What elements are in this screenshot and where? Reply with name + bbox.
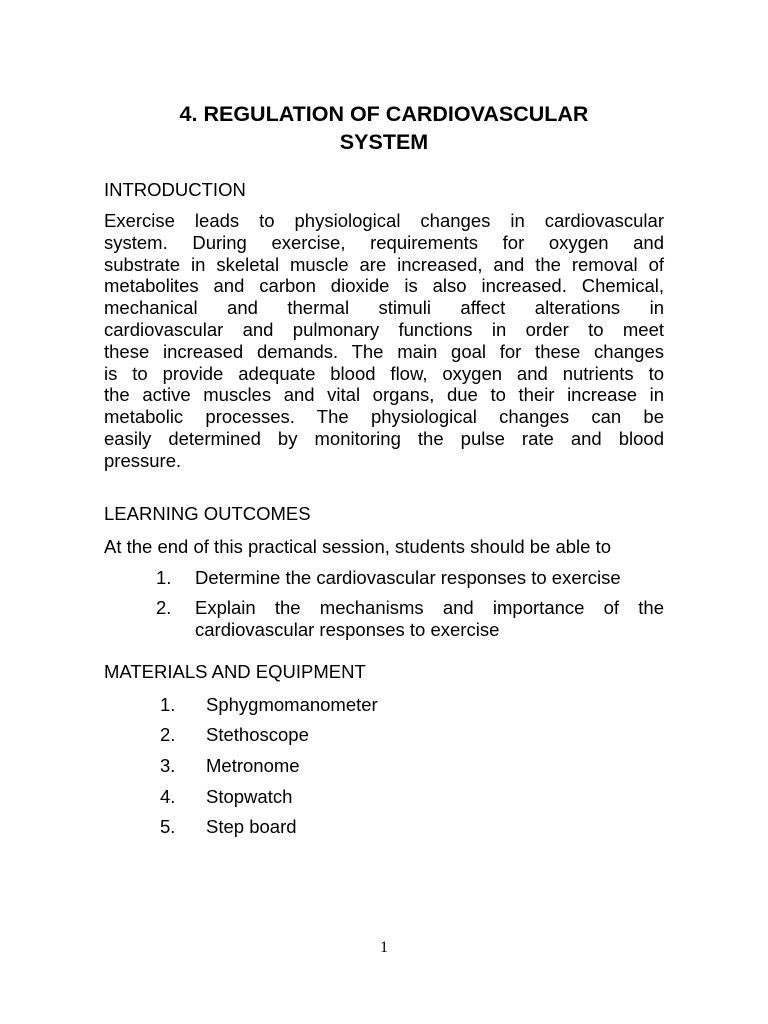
- paragraph-line: pressure.: [104, 449, 182, 471]
- list-number: 2.: [156, 597, 172, 618]
- paragraph-line: metabolic processes. The physiological changes can be: [104, 406, 664, 428]
- paragraph-line: system. During exercise, requirements for oxygen and: [104, 231, 664, 253]
- list-text: [195, 567, 664, 589]
- title-line-2: SYSTEM: [339, 130, 429, 154]
- paragraph-line: easily determined by monitoring the pulse rate and blood: [104, 427, 664, 449]
- list-number: 1.: [156, 567, 172, 588]
- page-number: 1: [380, 939, 388, 956]
- paragraph-line: the active muscles and vital organs, due to their increase in: [104, 384, 664, 406]
- materials-heading: MATERIALS AND EQUIPMENT: [104, 661, 366, 682]
- list-text: Stopwatch: [206, 786, 293, 807]
- paragraph-line: mechanical and thermal stimuli affect alterations in: [104, 297, 664, 319]
- list-text: Metronome: [206, 755, 300, 776]
- list-number: 2.: [160, 724, 176, 745]
- title-line-1: 4. REGULATION OF CARDIOVASCULAR: [179, 102, 589, 126]
- list-text: Step board: [206, 816, 297, 837]
- list-text: Sphygmomanometer: [206, 694, 378, 715]
- paragraph-line: substrate in skeletal muscle are increased, and the removal of: [104, 253, 664, 275]
- introduction-heading: INTRODUCTION: [104, 179, 246, 200]
- page-title: [104, 100, 664, 156]
- paragraph-line: is to provide adequate blood flow, oxygen and nutrients to: [104, 362, 664, 384]
- learning-outcomes-intro: At the end of this practical session, students should be able to: [104, 536, 612, 557]
- learning-outcomes-heading: LEARNING OUTCOMES: [104, 503, 311, 524]
- introduction-paragraph: [104, 210, 664, 472]
- list-text-line: cardiovascular responses to exercise: [195, 619, 500, 640]
- list-text-line: Determine the cardiovascular responses to exercise: [195, 567, 621, 588]
- list-text-line: Explain the mechanisms and importance of the: [195, 597, 664, 618]
- paragraph-line: Exercise leads to physiological changes in cardiovascular: [104, 210, 664, 231]
- list-text: [195, 597, 664, 641]
- list-number: 5.: [160, 816, 176, 837]
- list-number: 1.: [160, 694, 176, 715]
- paragraph-line: cardiovascular and pulmonary functions in order to meet: [104, 318, 664, 340]
- paragraph-line: these increased demands. The main goal for these changes: [104, 340, 664, 362]
- paragraph-line: metabolites and carbon dioxide is also increased. Chemical,: [104, 275, 664, 297]
- list-number: 4.: [160, 786, 176, 807]
- list-number: 3.: [160, 755, 176, 776]
- list-text: Stethoscope: [206, 724, 309, 745]
